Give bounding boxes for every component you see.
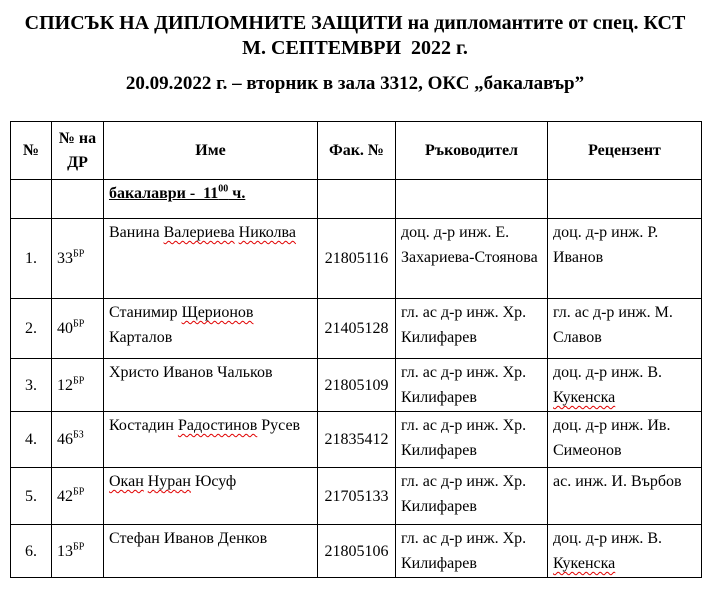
text-segment: доц. д-р инж. В. <box>553 364 663 381</box>
text-segment: доц. д-р инж. Ив. Симеонов <box>553 417 671 459</box>
misspelled-word: Кукенска <box>553 555 616 572</box>
student-name-cell <box>104 468 318 525</box>
faculty-number-cell: 21705133 <box>318 468 396 525</box>
reviewer-cell <box>548 299 702 359</box>
dr-superscript: БЗ <box>73 429 84 441</box>
session-label <box>109 185 245 202</box>
text-segment: Стефан Иванов Денков <box>109 530 268 547</box>
supervisor-cell <box>396 359 548 412</box>
table-row <box>11 359 702 412</box>
text-segment: гл. ас д-р инж. М. Славов <box>553 304 673 346</box>
title-block <box>0 0 710 96</box>
misspelled-word: Валериева <box>163 224 235 241</box>
row-index-cell: 6. <box>11 525 52 578</box>
misspelled-word: Николва <box>238 224 296 241</box>
misspelled-word: Окан <box>109 473 144 490</box>
supervisor-cell <box>396 299 548 359</box>
dr-superscript: БР <box>73 248 85 260</box>
dr-number: 33 <box>57 250 73 267</box>
header-row <box>11 122 702 180</box>
text-segment: доц. д-р инж. Е. Захариева-Стоянова <box>401 224 538 266</box>
misspelled-word: Радостинов <box>177 417 258 434</box>
table-row <box>11 468 702 525</box>
text-segment: доц. д-р инж. Р. Иванов <box>553 224 659 266</box>
row-index-cell: 2. <box>11 299 52 359</box>
misspelled-word: Щерионов <box>181 304 254 321</box>
faculty-number-cell: 21805106 <box>318 525 396 578</box>
empty-cell <box>396 180 548 219</box>
row-index-cell: 4. <box>11 412 52 468</box>
title-line-1 <box>0 11 710 36</box>
dr-number-cell <box>52 359 104 412</box>
misspelled-word: Нуран <box>147 473 191 490</box>
student-name-cell <box>104 525 318 578</box>
supervisor-cell <box>396 525 548 578</box>
supervisor-cell <box>396 468 548 525</box>
dr-number: 46 <box>57 431 73 448</box>
text-segment: доц. д-р инж. В. <box>553 530 663 547</box>
header-cell-num: № <box>11 122 52 180</box>
text-segment: Юсуф <box>190 473 237 490</box>
dr-number-cell <box>52 468 104 525</box>
session-label-prefix: бакалаври - 11 <box>109 185 219 202</box>
empty-cell <box>318 180 396 219</box>
session-label-cell <box>104 180 318 219</box>
faculty-number-cell: 21835412 <box>318 412 396 468</box>
dr-number-cell <box>52 299 104 359</box>
supervisor-cell <box>396 412 548 468</box>
student-name-cell <box>104 299 318 359</box>
session-label-superscript: 00 <box>218 183 229 195</box>
reviewer-cell <box>548 412 702 468</box>
dr-number: 12 <box>57 376 73 394</box>
title-rest: на дипломантите от спец. КСТ <box>402 12 686 34</box>
reviewer-cell <box>548 219 702 299</box>
reviewer-cell <box>548 359 702 412</box>
header-cell-dr: № на ДР <box>52 122 104 180</box>
text-segment: ас. инж. И. Върбов <box>553 473 682 490</box>
header-cell-fak: Фак. № <box>318 122 396 180</box>
text-segment: Карталов <box>109 329 173 346</box>
text-segment: Русев <box>257 417 301 434</box>
empty-cell <box>548 180 702 219</box>
text-segment: Костадин <box>109 417 178 434</box>
title-main: СПИСЪК НА ДИПЛОМНИТЕ ЗАЩИТИ <box>24 12 403 34</box>
table-row <box>11 412 702 468</box>
dr-number: 13 <box>57 542 73 560</box>
table-row <box>11 525 702 578</box>
reviewer-cell <box>548 525 702 578</box>
title-line-2: М. СЕПТЕМВРИ 2022 г. <box>242 37 468 59</box>
dr-number: 40 <box>57 320 73 337</box>
row-index-cell: 1. <box>11 219 52 299</box>
text-segment: гл. ас д-р инж. Хр. Килифарев <box>401 530 527 572</box>
text-segment: гл. ас д-р инж. Хр. Килифарев <box>401 304 527 346</box>
dr-superscript: БР <box>73 541 85 553</box>
header-cell-name: Име <box>104 122 318 180</box>
session-row <box>11 180 702 219</box>
empty-cell <box>52 180 104 219</box>
dr-superscript: БР <box>73 486 85 498</box>
text-segment: гл. ас д-р инж. Хр. Килифарев <box>401 473 527 515</box>
session-label-suffix: ч. <box>228 185 246 202</box>
dr-superscript: БР <box>73 318 85 330</box>
text-segment: гл. ас д-р инж. Хр. Килифарев <box>401 364 527 406</box>
text-segment: гл. ас д-р инж. Хр. Килифарев <box>401 417 527 459</box>
header-cell-supervisor: Ръководител <box>396 122 548 180</box>
defense-schedule-table <box>10 121 702 578</box>
misspelled-word: Кукенска <box>553 389 616 406</box>
dr-number-cell <box>52 525 104 578</box>
supervisor-cell <box>396 219 548 299</box>
text-segment: Христо Иванов Чальков <box>109 364 273 381</box>
student-name-cell <box>104 219 318 299</box>
student-name-cell <box>104 359 318 412</box>
faculty-number-cell: 21805109 <box>318 359 396 412</box>
table-row <box>11 299 702 359</box>
title-line-3: 20.09.2022 г. – вторник в зала 3312, ОКС „бакалавър” <box>125 73 585 94</box>
dr-number-cell <box>52 219 104 299</box>
row-index-cell: 3. <box>11 359 52 412</box>
student-name-cell <box>104 412 318 468</box>
row-index-cell: 5. <box>11 468 52 525</box>
text-segment: Станимир <box>109 304 182 321</box>
dr-number-cell <box>52 412 104 468</box>
empty-cell <box>11 180 52 219</box>
faculty-number-cell: 21405128 <box>318 299 396 359</box>
faculty-number-cell: 21805116 <box>318 219 396 299</box>
table-row <box>11 219 702 299</box>
header-cell-reviewer: Рецензент <box>548 122 702 180</box>
text-segment: Ванина <box>109 224 164 241</box>
dr-superscript: БР <box>73 375 85 387</box>
reviewer-cell <box>548 468 702 525</box>
dr-number: 42 <box>57 487 73 505</box>
